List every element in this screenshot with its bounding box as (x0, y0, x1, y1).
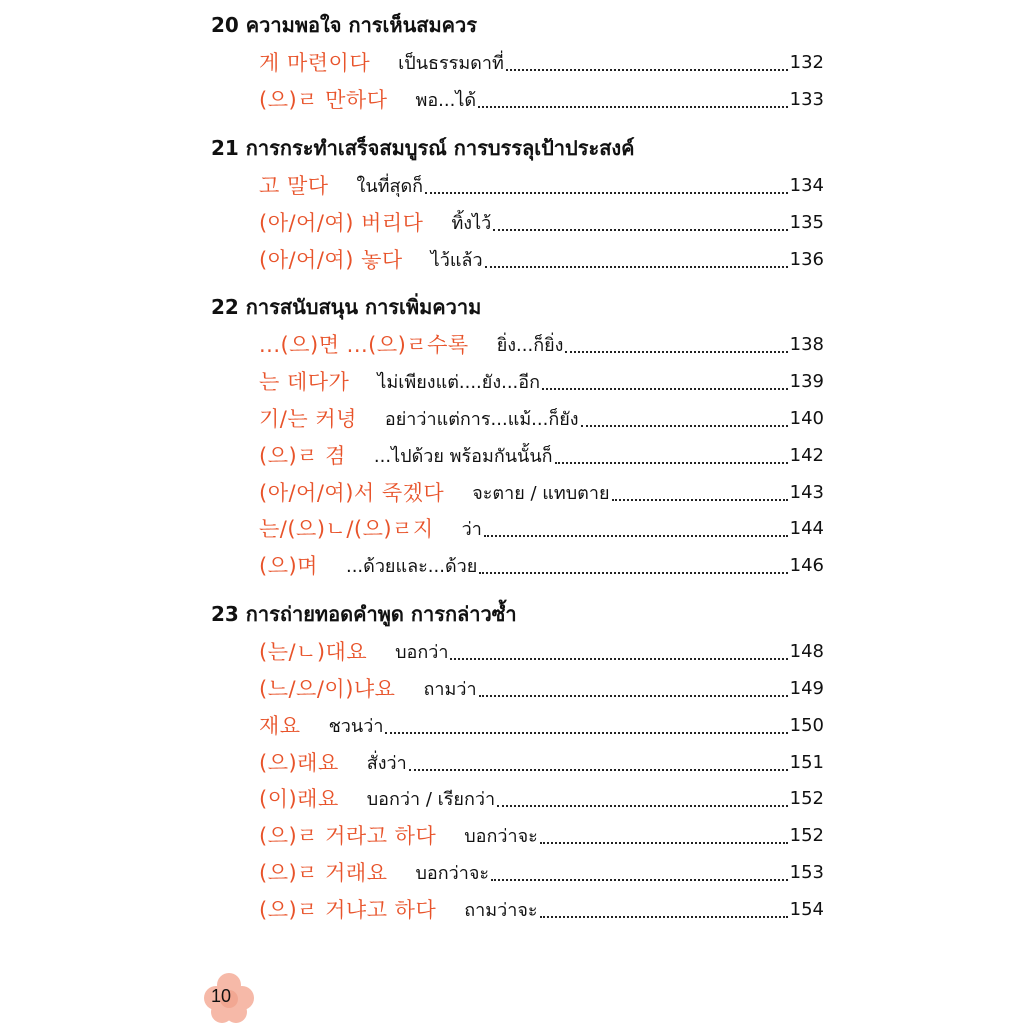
thai-meaning: ในที่สุดก็ (356, 175, 424, 197)
thai-meaning: ยิ่ง...ก็ยิ่ง (496, 334, 564, 356)
toc-entry[interactable] (259, 783, 824, 813)
page-ref: 134 (789, 174, 824, 196)
toc-entry[interactable] (259, 894, 824, 924)
toc-entry[interactable] (259, 244, 824, 274)
thai-meaning: เป็นธรรมดาที่ (398, 52, 504, 74)
thai-meaning: บอกว่าจะ (415, 862, 490, 884)
page-ref: 142 (789, 444, 824, 466)
dot-leader (542, 388, 788, 390)
korean-grammar: 게 마련이다 (259, 51, 371, 75)
toc-entry[interactable] (259, 857, 824, 887)
toc-entry[interactable] (259, 329, 824, 359)
page-ref: 135 (789, 211, 824, 233)
toc-entry[interactable] (259, 207, 824, 237)
section-title: 23 การถ่ายทอดคำพูด การกล่าวซ้ำ (211, 602, 517, 626)
toc-entry[interactable] (259, 513, 824, 543)
page-ref: 143 (789, 481, 824, 503)
dot-leader (493, 229, 787, 231)
toc-entry[interactable] (259, 47, 824, 77)
page-ref: 132 (789, 51, 824, 73)
page-ref: 146 (789, 554, 824, 576)
page-ref: 136 (789, 248, 824, 270)
thai-meaning: สั่งว่า (366, 752, 407, 774)
korean-grammar: 재요 (259, 714, 301, 738)
page-ref: 149 (789, 677, 824, 699)
dot-leader (540, 842, 788, 844)
dot-leader (479, 572, 787, 574)
dot-leader (385, 732, 787, 734)
thai-meaning: อย่าว่าแต่การ...แม้...ก็ยัง (384, 408, 579, 430)
dot-leader (581, 425, 788, 427)
section-title: 20 ความพอใจ การเห็นสมควร (211, 13, 477, 37)
toc-entry[interactable] (259, 84, 824, 114)
dot-leader (479, 695, 788, 697)
toc-entry[interactable] (259, 477, 824, 507)
toc-entry[interactable] (259, 440, 824, 470)
page-ref: 140 (789, 407, 824, 429)
page-ref: 153 (789, 861, 824, 883)
thai-meaning: ว่า (461, 518, 482, 540)
dot-leader (555, 462, 788, 464)
page-ref: 144 (789, 517, 824, 539)
dot-leader (485, 266, 788, 268)
page-ref: 154 (789, 898, 824, 920)
page-ref: 148 (789, 640, 824, 662)
toc-entry[interactable] (259, 747, 824, 777)
dot-leader (612, 499, 788, 501)
thai-meaning: บอกว่าจะ (464, 825, 538, 847)
thai-meaning: จะตาย / แทบตาย (472, 482, 610, 504)
dot-leader (484, 535, 788, 537)
page-ref: 152 (789, 824, 824, 846)
korean-grammar: (으)래요 (259, 751, 339, 775)
korean-grammar: (으)ㄹ 겸 (259, 444, 346, 468)
korean-grammar: (으)며 (259, 554, 318, 578)
toc-entry[interactable] (259, 550, 824, 580)
toc-entry[interactable] (259, 170, 824, 200)
section-title: 22 การสนับสนุน การเพิ่มความ (211, 295, 482, 319)
dot-leader (491, 879, 788, 881)
thai-meaning: บอกว่า / เรียกว่า (366, 788, 496, 810)
korean-grammar: 고 말다 (259, 174, 329, 198)
dot-leader (506, 69, 788, 71)
korean-grammar: (아/어/여) 버리다 (259, 211, 424, 235)
korean-grammar: (으)ㄹ 만하다 (259, 88, 388, 112)
korean-grammar: 기/는 커녕 (259, 407, 357, 431)
thai-meaning: ...ด้วยและ...ด้วย (345, 555, 478, 577)
toc-entry[interactable] (259, 636, 824, 666)
korean-grammar: (으)ㄹ 거냐고 하다 (259, 898, 437, 922)
page-ref: 139 (789, 370, 824, 392)
dot-leader (497, 805, 788, 807)
thai-meaning: บอกว่า (395, 641, 449, 663)
thai-meaning: ทิ้งไว้ (451, 212, 492, 234)
page-ref: 133 (789, 88, 824, 110)
korean-grammar: (아/어/여)서 죽겠다 (259, 481, 445, 505)
page-ref: 152 (789, 787, 824, 809)
toc-entry[interactable] (259, 710, 824, 740)
section-title: 21 การกระทำเสร็จสมบูรณ์ การบรรลุเป้าประสงค์ (211, 136, 635, 160)
page-ref: 138 (789, 333, 824, 355)
dot-leader (478, 106, 788, 108)
dot-leader (565, 351, 787, 353)
footer-page-number (203, 972, 255, 1024)
toc-entry[interactable] (259, 820, 824, 850)
page-ref: 151 (789, 751, 824, 773)
korean-grammar: ...(으)면 ...(으)ㄹ수록 (259, 333, 469, 357)
korean-grammar: (으)ㄹ 거라고 하다 (259, 824, 437, 848)
thai-meaning: ไว้แล้ว (430, 249, 483, 271)
korean-grammar: (느/으/이)냐요 (259, 677, 396, 701)
thai-meaning: พอ...ได้ (415, 89, 477, 111)
thai-meaning: ไม่เพียงแต่....ยัง...อีก (377, 371, 540, 393)
korean-grammar: (는/ㄴ)대요 (259, 640, 368, 664)
dot-leader (409, 769, 788, 771)
toc-entry[interactable] (259, 366, 824, 396)
korean-grammar: (으)ㄹ 거래요 (259, 861, 388, 885)
thai-meaning: ถามว่า (423, 678, 477, 700)
thai-meaning: ถามว่าจะ (464, 899, 538, 921)
korean-grammar: 는 데다가 (259, 370, 350, 394)
korean-grammar: (이)래요 (259, 787, 339, 811)
dot-leader (425, 192, 788, 194)
thai-meaning: ชวนว่า (328, 715, 384, 737)
toc-entry[interactable] (259, 673, 824, 703)
page-ref: 150 (789, 714, 824, 736)
korean-grammar: 는/(으)ㄴ/(으)ㄹ지 (259, 517, 434, 541)
korean-grammar: (아/어/여) 놓다 (259, 248, 403, 272)
thai-meaning: ...ไปด้วย พร้อมกันนั้นก็ (373, 445, 553, 467)
toc-entry[interactable] (259, 403, 824, 433)
dot-leader (540, 916, 788, 918)
dot-leader (450, 658, 787, 660)
page-number: 10 (211, 986, 232, 1006)
